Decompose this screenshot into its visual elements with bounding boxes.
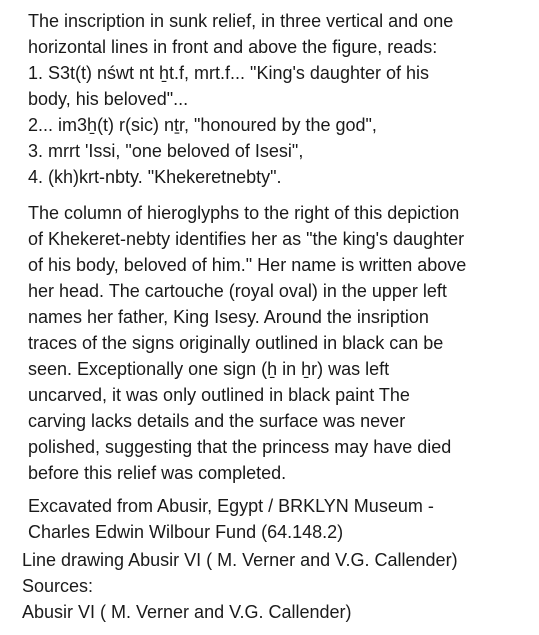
inscription-line: 4. (kh)krt-nbty. "Khekeretnebty".: [28, 167, 282, 187]
description-line: polished, suggesting that the princess may have died: [28, 437, 452, 457]
inscription-block: [28, 8, 528, 190]
inscription-line: body, his beloved"...: [28, 89, 189, 109]
line-drawing-credit: Line drawing Abusir VI ( M. Verner and V.G. Callender): [22, 550, 458, 570]
sources-citation: Abusir VI ( M. Verner and V.G. Callender): [22, 602, 352, 622]
description-line: The column of hieroglyphs to the right of this depiction: [28, 203, 460, 223]
description-block: [28, 200, 528, 486]
description-line: traces of the signs originally outlined in black can be: [28, 333, 444, 353]
inscription-line: 3. mrrt 'Issi, "one beloved of Isesi",: [28, 141, 304, 161]
credit-line: Excavated from Abusir, Egypt / BRKLYN Museum -: [28, 496, 434, 516]
description-line: uncarved, it was only outlined in black paint The: [28, 385, 410, 405]
credit-line: Charles Edwin Wilbour Fund (64.148.2): [28, 522, 344, 542]
description-line: of his body, beloved of him." Her name is written above: [28, 255, 467, 275]
inscription-line: 1. S3t(t) nśwt nt ẖt.f, mrt.f... "King's daughter of his: [28, 63, 429, 83]
inscription-line: The inscription in sunk relief, in three vertical and one: [28, 11, 454, 31]
inscription-line: 2... im3ẖ(t) r(sic) nṯr, "honoured by the god",: [28, 115, 377, 135]
credit-block: [28, 493, 528, 545]
description-line: names her father, King Isesy. Around the insription: [28, 307, 429, 327]
description-line: her head. The cartouche (royal oval) in the upper left: [28, 281, 447, 301]
description-line: before this relief was completed.: [28, 463, 287, 483]
sources-label: Sources:: [22, 576, 94, 596]
sources-block: [22, 547, 522, 625]
description-line: of Khekeret-nebty identifies her as "the king's daughter: [28, 229, 465, 249]
inscription-line: horizontal lines in front and above the figure, reads:: [28, 37, 438, 57]
description-line: carving lacks details and the surface was never: [28, 411, 406, 431]
description-line: seen. Exceptionally one sign (ẖ in ẖr) was left: [28, 359, 390, 379]
